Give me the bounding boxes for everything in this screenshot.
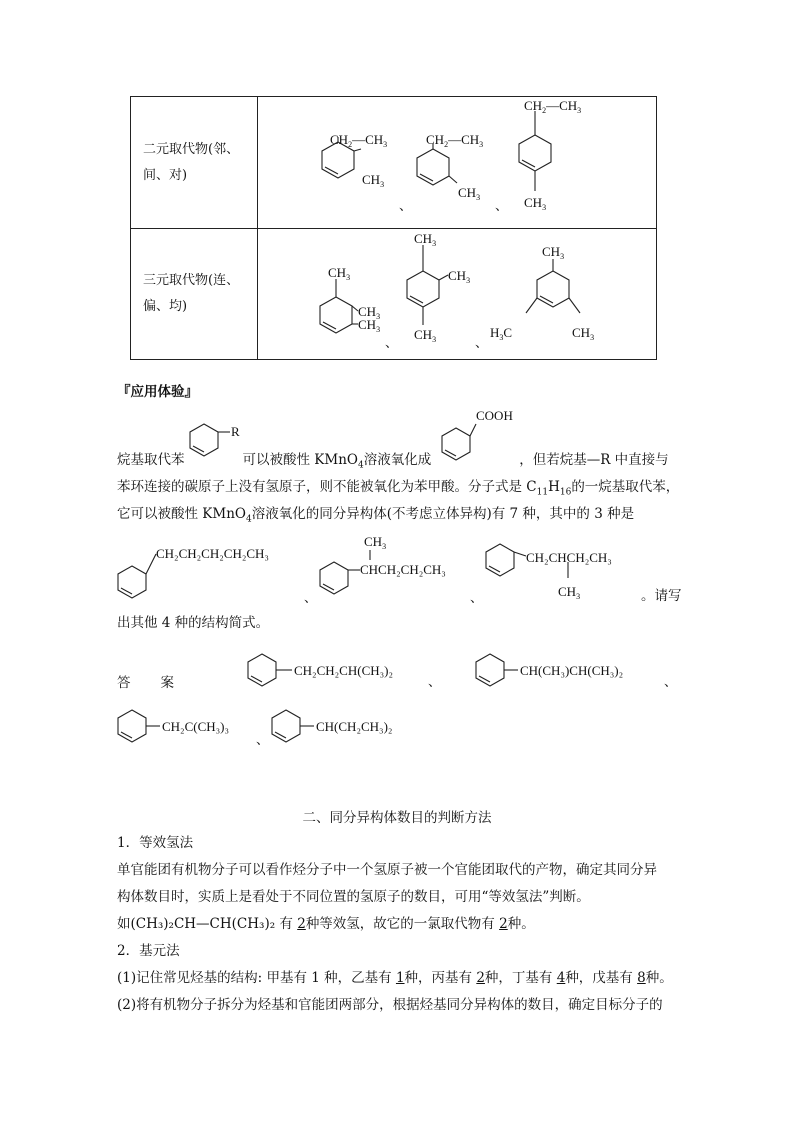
text: 种，丁基有 (484, 970, 557, 986)
text: 种等效氢，故它的一氯取代物有 (305, 916, 500, 932)
substitution-table (130, 96, 657, 360)
row1-structures (258, 97, 657, 229)
isomer-1 (118, 546, 269, 598)
text: 可以被酸性 KMnO (242, 452, 358, 468)
method2-item1 (117, 968, 673, 988)
unsymmetric-structure (407, 231, 470, 344)
subscript: 16 (559, 487, 572, 498)
isomer-2-text: CHCH₂CH₂CH₃ (360, 562, 446, 577)
trisubstituted-structures (258, 229, 656, 355)
tail-text: 。请写 (641, 588, 682, 603)
text: 种。 (645, 970, 673, 986)
row2-label (131, 229, 258, 360)
para-ch2: $CH_2—CH_3$ (524, 98, 582, 115)
method1-heading: 1．等效氢法 (117, 835, 194, 851)
subscript: 4 (245, 514, 252, 525)
row1-label-line1: 二元取代物(邻、 (143, 141, 240, 157)
section-heading: 『应用体验』 (117, 384, 198, 400)
isomer-2 (320, 536, 446, 594)
method1-para-line2: 构体数目时，实质上是看处于不同位置的氢原子的数目，可用“等效氢法”判断。 (117, 889, 590, 905)
sym-h3c: $H_3C$ (490, 325, 513, 342)
text: 溶液氧化的同分异构体(不考虑立体异构)有 7 种，其中的 3 种是 (251, 506, 635, 522)
answer-1 (248, 654, 393, 686)
text: 种，丙基有 (404, 970, 477, 986)
row1-label (131, 97, 258, 229)
r-group: R (231, 424, 240, 439)
paragraph-line3 (117, 504, 634, 530)
unsym-ch3-right: $CH_3$ (448, 268, 471, 285)
paragraph-line1 (117, 450, 687, 476)
answer-row-1 (244, 644, 684, 700)
text: 它可以被酸性 KMnO (117, 506, 246, 522)
separator: 、 (664, 674, 678, 689)
answer-label-b: 案 (160, 675, 174, 691)
text: 如(CH₃)₂CH—CH(CH₃)₂ 有 (117, 916, 298, 932)
separator: 、 (385, 335, 399, 350)
text: 烷基取代苯 (117, 452, 185, 468)
vicinal-ch3-bot: $CH_3$ (358, 317, 381, 334)
section2-title: 二、同分异构体数目的判断方法 (302, 810, 492, 826)
answer-label-a: 答 (117, 675, 131, 691)
unsym-ch3-bottom: $CH_3$ (414, 327, 437, 344)
answer-label (117, 671, 174, 691)
answer-3-text: CH₂C(CH₃)₃ (162, 719, 230, 734)
answer-4-text: CH(CH₂CH₃)₂ (316, 719, 393, 734)
answer-blank: 8 (637, 970, 646, 986)
ortho-ch2: $CH_2—CH_3$ (330, 132, 388, 149)
text: 种。 (507, 916, 535, 932)
row1-label-line2: 间、对) (143, 167, 188, 183)
text: 的一烷基取代苯， (571, 479, 680, 495)
method1-para-line1: 单官能团有机物分子可以看作烃分子中一个氢原子被一个官能团取代的产物，确定其同分异 (117, 862, 657, 878)
row2-structures (258, 229, 657, 360)
separator: 、 (475, 335, 489, 350)
answer-2-text: CH(CH₃)CH(CH₃)₂ (520, 663, 624, 678)
subscript: 4 (357, 460, 364, 471)
vicinal-ch3-top: $CH_3$ (328, 265, 351, 282)
text: ，但若烷基—R 中直接与 (519, 452, 669, 468)
isomer-2-ch3: $CH_3$ (364, 536, 387, 551)
answer-2 (476, 654, 623, 686)
symmetric-structure (490, 244, 594, 342)
table-row (131, 229, 657, 360)
vicinal-structure (320, 265, 380, 334)
method1-example (117, 914, 535, 934)
paragraph-line2 (117, 477, 679, 503)
answer-blank: 1 (395, 970, 405, 986)
ortho-ch3: $CH_3$ (362, 172, 385, 189)
unsym-ch3-top: $CH_3$ (414, 231, 437, 248)
answer-4 (272, 710, 392, 742)
separator: 、 (399, 198, 413, 213)
answer-blank: 2 (499, 916, 508, 932)
cooh-group: COOH (476, 408, 513, 423)
text: H (548, 479, 560, 495)
row2-label-line2: 偏、均) (143, 299, 188, 314)
text: 种，戊基有 (565, 970, 638, 986)
answer-blank: 4 (556, 970, 566, 986)
separator: 、 (495, 198, 509, 213)
row2-label-line1: 三元取代物(连、 (143, 273, 240, 288)
isomer-3 (486, 544, 612, 601)
disubstituted-structures (258, 97, 656, 224)
para-structure (519, 98, 581, 212)
separator: 、 (470, 590, 484, 605)
meta-structure (417, 132, 483, 202)
answer-blank: 2 (476, 970, 485, 986)
vicinal-ch3-mid: $CH_3$ (358, 304, 381, 321)
subscript: 11 (536, 487, 549, 498)
para-ch3: $CH_3$ (524, 195, 547, 212)
text: (1)记住常见烃基的结构: 甲基有 1 种，乙基有 (117, 970, 396, 986)
meta-ch2: $CH_2—CH_3$ (426, 132, 484, 149)
isomer-3-text: CH₂CHCH₂CH₃ (526, 550, 612, 565)
separator: 、 (256, 732, 270, 747)
separator: 、 (428, 674, 442, 689)
answer-1-text: CH₂CH₂CH(CH₃)₂ (294, 663, 394, 678)
answer-3 (118, 710, 229, 742)
text: 溶液氧化成 (363, 452, 432, 468)
method2-heading: 2．基元法 (117, 943, 180, 959)
text: 苯环连接的碳原子上没有氢原子，则不能被氧化为苯甲酸。分子式是 C (117, 479, 537, 495)
isomer-1-text: CH₂CH₂CH₂CH₂CH₃ (156, 546, 269, 561)
ortho-xylene-structure (322, 132, 387, 189)
isomer-structures-row (114, 536, 694, 610)
isomer-3-ch3: $CH_3$ (558, 584, 581, 601)
answer-row-2 (114, 700, 444, 756)
meta-ch3: $CH_3$ (458, 185, 481, 202)
answer-blank: 2 (297, 916, 306, 932)
sym-ch3-right: $CH_3$ (572, 325, 595, 342)
paragraph-line5: 出其他 4 种的结构简式。 (117, 615, 270, 631)
separator: 、 (304, 590, 318, 605)
sym-ch3-top: $CH_3$ (542, 244, 565, 261)
table-row (131, 97, 657, 229)
method2-item2: (2)将有机物分子拆分为烃基和官能团两部分，根据烃基同分异构体的数目，确定目标分子的 (117, 997, 663, 1013)
